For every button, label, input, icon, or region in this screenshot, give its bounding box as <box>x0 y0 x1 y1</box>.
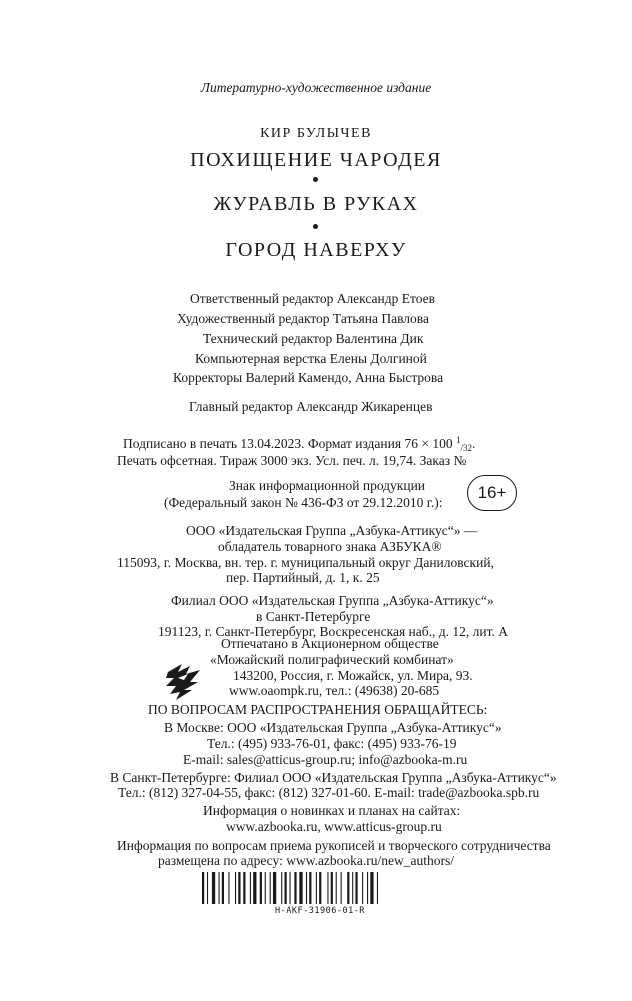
printer-line: www.oaompk.ru, тел.: (49638) 20-685 <box>229 683 440 698</box>
distribution-heading: ПО ВОПРОСАМ РАСПРОСТРАНЕНИЯ ОБРАЩАЙТЕСЬ: <box>148 702 488 717</box>
credit-line: Художественный редактор Татьяна Павлова <box>177 311 429 326</box>
branch-line: 191123, г. Санкт-Петербург, Воскресенская наб., д. 12, лит. А <box>158 624 508 639</box>
printer-line: 143200, Россия, г. Можайск, ул. Мира, 93. <box>233 668 473 683</box>
barcode-icon <box>202 872 438 904</box>
book-author: КИР БУЛЫЧЕВ <box>260 126 372 141</box>
chief-editor: Главный редактор Александр Жикаренцев <box>189 399 433 414</box>
age-rating-label: Знак информационной продукции <box>229 478 426 493</box>
manuscripts-line: размещена по адресу: www.azbooka.ru/new_authors/ <box>158 853 455 868</box>
format-fraction: 1/32 <box>455 435 472 453</box>
distribution-moscow-line: В Москве: ООО «Издательская Группа „Азбука-Аттикус“» <box>164 720 502 735</box>
credit-line: Компьютерная верстка Елены Долгиной <box>195 351 427 366</box>
printer-line: «Можайский полиграфический комбинат» <box>210 652 454 667</box>
distribution-moscow-line: Тел.: (495) 933-76-01, факс: (495) 933-76-19 <box>207 736 457 751</box>
book-title-3: ГОРОД НАВЕРХУ <box>225 239 407 261</box>
book-title-2: ЖУРАВЛЬ В РУКАХ <box>213 193 419 215</box>
distribution-spb-line: Тел.: (812) 327-04-55, факс: (812) 327-01-60. E-mail: trade@azbooka.spb.ru <box>118 785 540 800</box>
age-rating-badge: 16+ <box>467 475 517 511</box>
title-separator-dot <box>313 224 318 229</box>
publisher-line: пер. Партийный, д. 1, к. 25 <box>226 570 380 585</box>
info-line: Информация о новинках и планах на сайтах: <box>203 803 461 818</box>
publisher-line: обладатель товарного знака АЗБУКА® <box>218 539 442 554</box>
printer-logo-icon <box>164 660 204 704</box>
publisher-line: 115093, г. Москва, вн. тер. г. муниципальный округ Даниловский, <box>117 555 494 570</box>
print-info-text: Подписано в печать 13.04.2023. Формат издания 76 × 100 <box>123 436 456 451</box>
branch-line: в Санкт-Петербурге <box>256 609 371 624</box>
barcode-text: Н-АКF-31906-01-R <box>275 906 365 916</box>
credit-line: Ответственный редактор Александр Етоев <box>190 291 436 306</box>
age-rating-law: (Федеральный закон № 436-ФЗ от 29.12.2010 г.): <box>164 495 443 510</box>
print-info-line-1: Подписано в печать 13.04.2023. Формат издания 76 × 100 1/32. <box>123 435 476 453</box>
manuscripts-line: Информация по вопросам приема рукописей и творческого сотрудничества <box>117 838 551 853</box>
distribution-spb-line: В Санкт-Петербурге: Филиал ООО «Издательская Группа „Азбука-Аттикус“» <box>110 770 557 785</box>
credit-line: Корректоры Валерий Камендо, Анна Быстрова <box>173 370 444 385</box>
print-info-line-2: Печать офсетная. Тираж 3000 экз. Усл. печ. л. 19,74. Заказ № <box>117 453 467 468</box>
printer-line: Отпечатано в Акционерном обществе <box>221 636 439 651</box>
credit-line: Технический редактор Валентина Дик <box>203 331 424 346</box>
distribution-moscow-line: E-mail: sales@atticus-group.ru; info@azbooka-m.ru <box>183 752 468 767</box>
book-title-1: ПОХИЩЕНИЕ ЧАРОДЕЯ <box>190 149 442 171</box>
publisher-line: ООО «Издательская Группа „Азбука-Аттикус“» — <box>186 523 478 538</box>
branch-line: Филиал ООО «Издательская Группа „Азбука-Аттикус“» <box>171 593 494 608</box>
title-separator-dot <box>313 177 318 182</box>
info-line: www.azbooka.ru, www.atticus-group.ru <box>226 819 442 834</box>
edition-type: Литературно-художественное издание <box>200 80 432 95</box>
